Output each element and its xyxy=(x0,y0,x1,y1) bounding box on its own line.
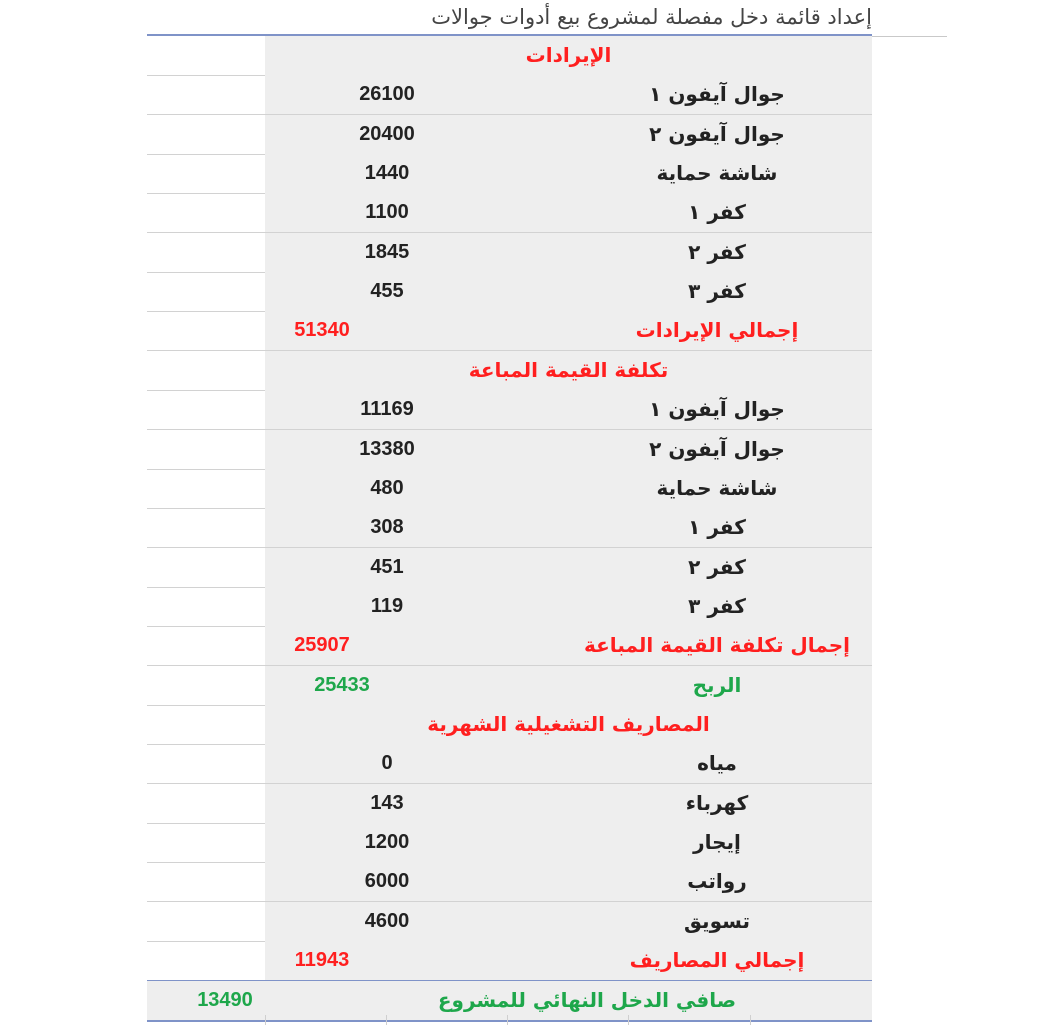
table-row-item xyxy=(147,272,872,312)
row-value[interactable]: 26100 xyxy=(359,83,415,105)
row-value[interactable]: 1440 xyxy=(364,162,410,184)
row-value[interactable]: 13490 xyxy=(197,989,253,1011)
table-row-item xyxy=(147,902,872,942)
row-value[interactable]: 11943 xyxy=(294,949,350,971)
gridline xyxy=(872,36,947,37)
row-value[interactable]: 308 xyxy=(370,516,404,538)
column-gridline xyxy=(386,1015,387,1025)
table-row-item xyxy=(147,193,872,233)
table-row-item xyxy=(147,233,872,273)
row-value[interactable]: 6000 xyxy=(364,870,410,892)
row-label[interactable]: كفر ٣ xyxy=(688,279,746,303)
table-row-item xyxy=(147,823,872,863)
row-label[interactable]: كفر ٢ xyxy=(688,240,746,264)
row-label[interactable]: إجمالي المصاريف xyxy=(629,948,805,972)
row-value[interactable]: 25433 xyxy=(314,674,370,696)
row-value[interactable]: 51340 xyxy=(294,319,350,341)
table-row-item xyxy=(147,587,872,627)
row-value[interactable]: 4600 xyxy=(364,910,410,932)
row-label[interactable]: كفر ١ xyxy=(688,515,746,539)
row-value[interactable]: 25907 xyxy=(294,634,350,656)
table-row-item xyxy=(147,784,872,824)
row-label[interactable]: مياه xyxy=(697,751,737,775)
row-label[interactable]: الربح xyxy=(692,673,742,697)
row-value[interactable]: 480 xyxy=(370,477,404,499)
row-value[interactable]: 455 xyxy=(370,280,404,302)
row-value[interactable]: 20400 xyxy=(359,123,415,145)
column-gridline xyxy=(628,1015,629,1025)
row-label[interactable]: شاشة حماية xyxy=(656,476,778,500)
row-label[interactable]: تسويق xyxy=(684,909,750,933)
table-row-total xyxy=(147,626,872,666)
row-label[interactable]: إجمالي الإيرادات xyxy=(635,318,799,342)
row-label[interactable]: كهرباء xyxy=(685,791,749,815)
row-label[interactable]: إيجار xyxy=(693,830,741,854)
table-row-item xyxy=(147,115,872,155)
row-label[interactable]: جوال آيفون ١ xyxy=(649,397,785,421)
row-label[interactable]: شاشة حماية xyxy=(656,161,778,185)
table-row-item xyxy=(147,862,872,902)
row-label[interactable]: جوال آيفون ٢ xyxy=(649,437,785,461)
table-row-total xyxy=(147,941,872,981)
sheet-title: إعداد قائمة دخل مفصلة لمشروع بيع أدوات جوالات xyxy=(431,5,872,29)
row-label[interactable]: جوال آيفون ٢ xyxy=(649,122,785,146)
row-label[interactable]: صافي الدخل النهائي للمشروع xyxy=(437,988,737,1012)
table-row-item xyxy=(147,390,872,430)
row-value[interactable]: 451 xyxy=(370,556,404,578)
row-label[interactable]: كفر ٣ xyxy=(688,594,746,618)
row-value[interactable]: 0 xyxy=(381,752,393,774)
row-label[interactable]: كفر ١ xyxy=(688,200,746,224)
table-row-total xyxy=(147,311,872,351)
table-row-header xyxy=(147,351,872,391)
table-row-item xyxy=(147,469,872,509)
column-gridline xyxy=(265,1015,266,1025)
table-row-item xyxy=(147,75,872,115)
table-row-item xyxy=(147,548,872,588)
row-value[interactable]: 1845 xyxy=(364,241,410,263)
row-value[interactable]: 119 xyxy=(370,595,404,617)
table-row-header xyxy=(147,705,872,745)
row-label[interactable]: كفر ٢ xyxy=(688,555,746,579)
column-gridline xyxy=(750,1015,751,1025)
row-value[interactable]: 11169 xyxy=(360,398,414,420)
table-row-final xyxy=(147,980,872,1022)
table-row-item xyxy=(147,154,872,194)
table-row-header xyxy=(147,36,872,76)
row-label[interactable]: رواتب xyxy=(687,869,747,893)
section-header[interactable]: الإيرادات xyxy=(525,43,612,67)
row-label[interactable]: جوال آيفون ١ xyxy=(649,82,785,106)
section-header[interactable]: المصاريف التشغيلية الشهرية xyxy=(427,712,710,736)
table-row-item xyxy=(147,744,872,784)
column-gridline xyxy=(507,1015,508,1025)
table-row-item xyxy=(147,508,872,548)
section-header[interactable]: تكلفة القيمة المباعة xyxy=(468,358,669,382)
table-row-profit xyxy=(147,666,872,706)
table-row-item xyxy=(147,430,872,470)
row-value[interactable]: 143 xyxy=(370,792,404,814)
row-value[interactable]: 13380 xyxy=(359,438,415,460)
row-label[interactable]: إجمال تكلفة القيمة المباعة xyxy=(584,633,850,657)
row-value[interactable]: 1200 xyxy=(364,831,410,853)
row-value[interactable]: 1100 xyxy=(365,201,409,223)
